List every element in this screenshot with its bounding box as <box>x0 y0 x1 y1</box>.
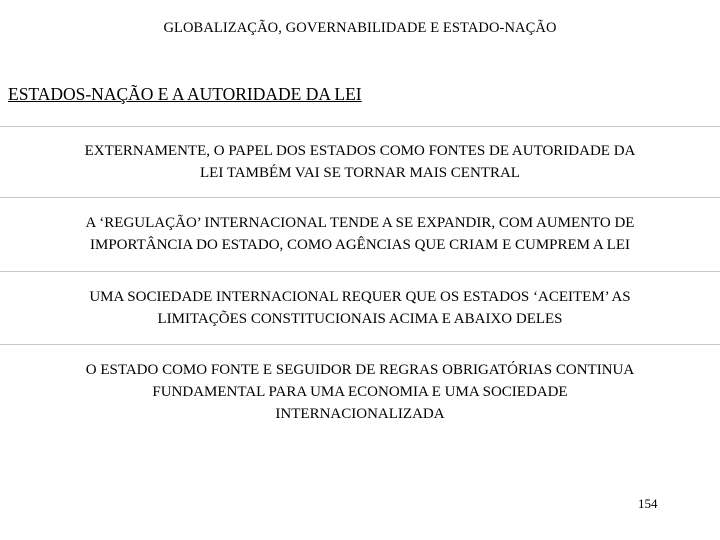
separator-line <box>0 271 720 272</box>
paragraph-1-line-1: EXTERNAMENTE, O PAPEL DOS ESTADOS COMO FONTES DE AUTORIDADE DA <box>84 143 636 159</box>
paragraph-4-line-2: FUNDAMENTAL PARA UMA ECONOMIA E UMA SOCIEDADE <box>152 384 568 400</box>
paragraph-2 <box>0 212 720 256</box>
paragraph-3-line-1: UMA SOCIEDADE INTERNACIONAL REQUER QUE OS ESTADOS ‘ACEITEM’ AS <box>89 289 631 305</box>
paragraph-3-line-2: LIMITAÇÕES CONSTITUCIONAIS ACIMA E ABAIXO DELES <box>157 311 563 327</box>
paragraph-1 <box>0 140 720 184</box>
section-title: ESTADOS-NAÇÃO E A AUTORIDADE DA LEI <box>8 84 362 104</box>
paragraph-2-line-2: IMPORTÂNCIA DO ESTADO, COMO AGÊNCIAS QUE CRIAM E CUMPREM A LEI <box>89 237 631 253</box>
paragraph-4-line-1: O ESTADO COMO FONTE E SEGUIDOR DE REGRAS OBRIGATÓRIAS CONTINUA <box>85 362 635 378</box>
paragraph-3 <box>0 286 720 330</box>
separator-line <box>0 197 720 198</box>
paragraph-4-line-3: INTERNACIONALIZADA <box>275 406 445 422</box>
page-number: 154 <box>638 496 658 511</box>
page-title: GLOBALIZAÇÃO, GOVERNABILIDADE E ESTADO-NAÇÃO <box>163 20 557 36</box>
paragraph-1-line-2: LEI TAMBÉM VAI SE TORNAR MAIS CENTRAL <box>200 165 520 181</box>
paragraph-2-line-1: A ‘REGULAÇÃO’ INTERNACIONAL TENDE A SE EXPANDIR, COM AUMENTO DE <box>85 215 635 231</box>
paragraph-4 <box>0 359 720 425</box>
separator-line <box>0 126 720 127</box>
separator-line <box>0 344 720 345</box>
